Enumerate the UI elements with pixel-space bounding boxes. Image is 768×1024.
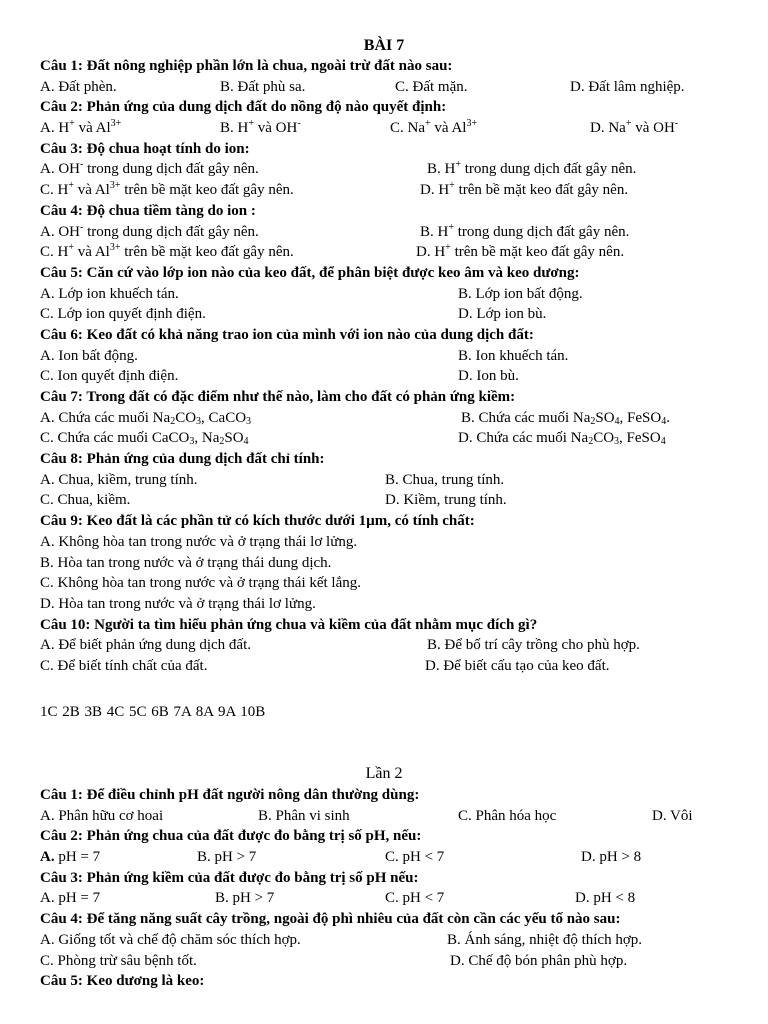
answer-option[interactable]: C. pH < 7 <box>385 890 445 907</box>
option-row <box>40 532 740 553</box>
option-row <box>40 77 740 98</box>
section-title: Lần 2 <box>365 765 403 782</box>
option-row <box>40 888 740 909</box>
option-row <box>40 284 740 305</box>
answer-option[interactable]: D. H+ trên bề mặt keo đất gây nên. <box>416 242 625 261</box>
answer-option[interactable]: A. Ion bất động. <box>40 347 138 364</box>
answer-key: 1C 2B 3B 4C 5C 6B 7A 8A 9A 10B <box>40 704 266 720</box>
question-text: Câu 1: Để điều chỉnh pH đất người nông dân thường dùng: <box>40 787 420 803</box>
question-text: Câu 4: Độ chua tiềm tàng do ion : <box>40 202 256 219</box>
option-row <box>40 222 740 243</box>
option-row <box>40 470 740 491</box>
answer-option[interactable]: A. Chua, kiềm, trung tính. <box>40 471 198 488</box>
answer-option[interactable]: C. H+ và $Al^{3+}$ trên bề mặt keo đất gây nên. <box>40 242 294 261</box>
question-text: Câu 2: Phản ứng của dung dịch đất do nồng độ nào quyết định: <box>40 99 447 116</box>
option-row <box>40 553 740 574</box>
answer-option[interactable]: C. Ion quyết định điện. <box>40 368 179 385</box>
answer-option[interactable]: A. OH- trong dung dịch đất gây nên. <box>40 159 259 178</box>
answer-option[interactable]: C. Phòng trừ sâu bệnh tốt. <box>40 952 197 969</box>
answer-option[interactable]: C. Lớp ion quyết định điện. <box>40 306 206 323</box>
page-title: BÀI 7 <box>363 37 405 54</box>
answer-option[interactable]: A. Phân hữu cơ hoai <box>40 807 164 824</box>
answer-option[interactable]: A. Để biết phản ứng dung dịch đất. <box>40 637 252 654</box>
answer-option[interactable]: C. Không hòa tan trong nước và ở trạng thái kết lắng. <box>40 575 362 592</box>
question-text: Câu 2: Phản ứng chua của đất được đo bằng trị số pH, nếu: <box>40 828 422 845</box>
answer-option[interactable]: C. Phân hóa học <box>458 807 557 824</box>
answer-option[interactable]: B. Ánh sáng, nhiệt độ thích hợp. <box>447 931 642 948</box>
option-row <box>40 180 740 201</box>
answer-option[interactable]: C. Để biết tính chất của đất. <box>40 657 208 674</box>
option-row <box>40 304 740 325</box>
option-row <box>40 930 740 951</box>
answer-option[interactable]: B. H+ và OH- <box>220 118 301 137</box>
answer-option[interactable]: B. Ion khuếch tán. <box>458 347 569 364</box>
answer-option[interactable]: C. Đất mặn. <box>395 78 468 95</box>
question-text: Câu 3: Độ chua hoạt tính do ion: <box>40 140 250 157</box>
question-text: Câu 4: Để tăng năng suất cây trồng, ngoài độ phì nhiêu của đất còn cần các yếu tố nào sau: <box>40 911 621 928</box>
question-list-part1 <box>40 56 740 677</box>
answer-option[interactable]: B. H+ trong dung dịch đất gây nên. <box>427 159 637 178</box>
answer-option[interactable]: A. Giống tốt và chế độ chăm sóc thích hợp. <box>40 931 301 948</box>
question-list-part2 <box>40 785 740 992</box>
answer-option[interactable]: A. Lớp ion khuếch tán. <box>40 285 179 302</box>
question-text: Câu 9: Keo đất là các phần tử có kích thước dưới 1µm, có tính chất: <box>40 513 475 530</box>
answer-option[interactable]: C. H+ và $Al^{3+}$ trên bề mặt keo đất gây nên. <box>40 180 294 199</box>
answer-option[interactable]: D. Na+ và OH- <box>590 118 679 137</box>
question-text: Câu 3: Phản ứng kiềm của đất được đo bằng trị số pH nếu: <box>40 869 419 886</box>
answer-option[interactable]: A. pH = 7 <box>40 849 101 866</box>
answer-option[interactable]: D. Chứa các muối $Na_2CO_3$, FeSO$_4$ <box>458 430 666 448</box>
answer-option[interactable]: A. Đất phèn. <box>40 78 117 95</box>
question-text: Câu 5: Căn cứ vào lớp ion nào của keo đất, để phân biệt được keo âm và keo dương: <box>40 264 580 281</box>
answer-option[interactable]: A. pH = 7 <box>40 890 101 907</box>
answer-option[interactable]: D. Hòa tan trong nước và ở trạng thái lơ lửng. <box>40 595 316 612</box>
answer-option[interactable]: D. pH > 8 <box>581 849 642 866</box>
option-row <box>40 159 740 180</box>
question-text: Câu 8: Phản ứng của dung dịch đất chỉ tính: <box>40 451 325 468</box>
option-row <box>40 346 740 367</box>
answer-option[interactable]: B. pH > 7 <box>215 890 275 907</box>
option-row <box>40 806 740 827</box>
answer-option[interactable]: B. pH > 7 <box>197 849 257 866</box>
option-row <box>40 951 740 972</box>
option-row <box>40 635 740 656</box>
answer-option[interactable]: D. Chế độ bón phân phù hợp. <box>450 952 628 969</box>
option-row <box>40 366 740 387</box>
answer-option[interactable]: B. Lớp ion bất động. <box>458 285 583 302</box>
answer-option[interactable]: A. Không hòa tan trong nước và ở trạng thái lơ lửng. <box>40 533 358 550</box>
answer-option[interactable]: C. Na+ và $Al^{3+}$ <box>390 118 478 137</box>
answer-option[interactable]: B. Để bố trí cây trồng cho phù hợp. <box>427 637 640 654</box>
question-text: Câu 1: Đất nông nghiệp phần lớn là chua, ngoài trừ đất nào sau: <box>40 58 453 74</box>
answer-option[interactable]: A. OH- trong dung dịch đất gây nên. <box>40 221 259 240</box>
answer-option[interactable]: C. Chua, kiềm. <box>40 492 131 509</box>
question-text: Câu 7: Trong đất có đặc điểm như thế nào, làm cho đất có phản ứng kiềm: <box>40 389 516 405</box>
answer-option[interactable]: A. Chứa các muối $Na_2CO_3$, CaCO$_3$ <box>40 409 252 427</box>
question-text: Câu 10: Người ta tìm hiểu phản ứng chua và kiềm của đất nhằm mục đích gì? <box>40 616 538 633</box>
option-row <box>40 847 740 868</box>
answer-option[interactable]: D. Để biết cấu tạo của keo đất. <box>425 657 610 674</box>
answer-option[interactable]: D. Ion bù. <box>458 368 519 385</box>
answer-option[interactable]: B. Phân vi sinh <box>258 807 350 824</box>
option-row <box>40 490 740 511</box>
option-row <box>40 656 740 677</box>
answer-option[interactable]: C. pH < 7 <box>385 849 445 866</box>
answer-option[interactable]: D. Kiềm, trung tính. <box>385 492 507 509</box>
option-row <box>40 594 740 615</box>
answer-option[interactable]: D. pH < 8 <box>575 890 636 907</box>
question-text: Câu 5: Keo dương là keo: <box>40 973 205 990</box>
option-row <box>40 408 740 429</box>
answer-option[interactable]: B. Chứa các muối $Na_2SO_4$, FeSO$_4$. <box>461 409 670 427</box>
answer-option[interactable]: D. Đất lâm nghiệp. <box>570 78 685 95</box>
answer-option[interactable]: C. Chứa các muối CaCO$_3$, $Na_2SO_4$ <box>40 430 249 448</box>
option-row <box>40 118 740 139</box>
answer-option[interactable]: B. Chua, trung tính. <box>385 471 505 488</box>
answer-option[interactable]: D. H+ trên bề mặt keo đất gây nên. <box>420 180 629 199</box>
answer-option[interactable]: B. Đất phù sa. <box>220 78 306 95</box>
option-row <box>40 573 740 594</box>
option-row <box>40 428 740 449</box>
answer-option[interactable]: A. H+ và $Al^{3+}$ <box>40 118 122 137</box>
answer-option[interactable]: B. H+ trong dung dịch đất gây nên. <box>420 221 630 240</box>
option-row <box>40 242 740 263</box>
question-text: Câu 6: Keo đất có khả năng trao ion của mình với ion nào của dung dịch đất: <box>40 326 534 343</box>
answer-option[interactable]: D. Lớp ion bù. <box>458 306 547 323</box>
answer-option[interactable]: B. Hòa tan trong nước và ở trạng thái dung dịch. <box>40 554 332 571</box>
answer-option[interactable]: D. Vôi <box>652 807 693 824</box>
